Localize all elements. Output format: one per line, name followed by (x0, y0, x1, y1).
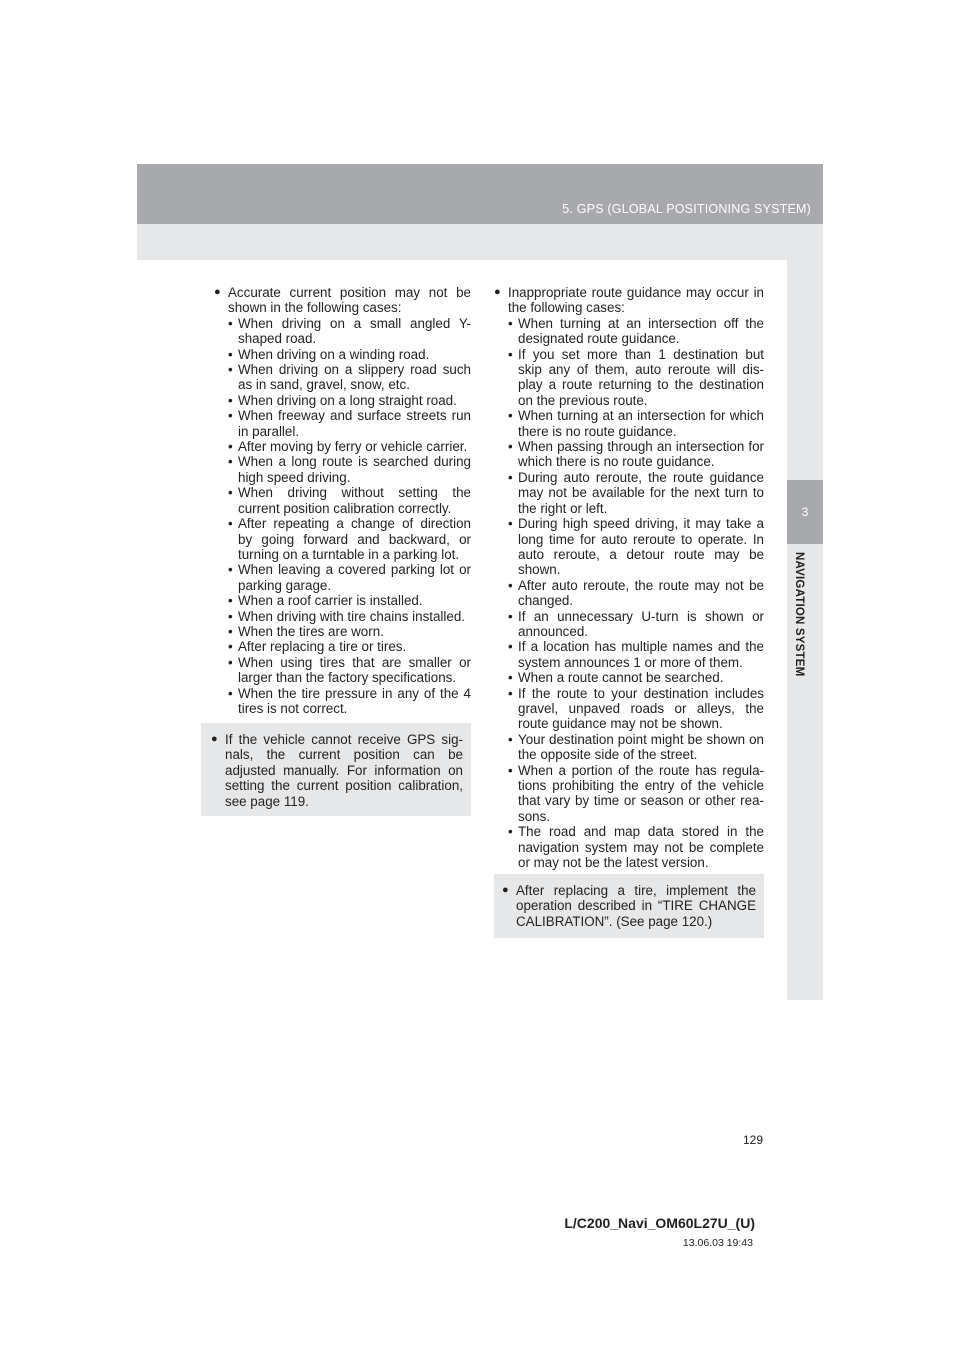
bullet-dot-icon: • (228, 516, 233, 532)
bullet-dot-icon: • (228, 485, 233, 501)
list-item-text: When a roof carrier is installed. (238, 593, 423, 609)
bullet-dot-icon: • (508, 577, 513, 593)
bullet-dot-icon: • (508, 439, 513, 455)
header-subband (137, 224, 823, 260)
list-item (214, 562, 471, 593)
left-column (214, 285, 471, 716)
list-item-text: When a portion of the route has regula-tions prohibiting the entry of the vehicle that vary by time or season or other rea-sons. (518, 762, 764, 824)
bullet-dot-icon: • (508, 639, 513, 655)
bullet-dot-icon: • (228, 562, 233, 578)
list-item-text: After repeating a change of direction by going forward and backward, or turning on a turntable in a parking lot. (238, 516, 471, 562)
list-item-text: The road and map data stored in the navigation system may not be complete or may not be the latest version. (518, 824, 764, 871)
list-item (494, 763, 764, 825)
list-item-text: When driving on a winding road. (238, 346, 430, 362)
list-item (214, 639, 471, 654)
bullet-circle-icon: ● (214, 286, 221, 298)
bullet-dot-icon: • (228, 654, 233, 670)
list-item-text: When driving on a slippery road such as in sand, gravel, snow, etc. (238, 362, 471, 393)
bullet-dot-icon: • (508, 346, 513, 362)
list-item (214, 624, 471, 639)
bullet-dot-icon: • (228, 623, 233, 639)
bullet-dot-icon: • (228, 392, 233, 408)
note-box-gps (201, 723, 471, 816)
list-item (214, 609, 471, 624)
list-item (494, 670, 764, 685)
bullet-dot-icon: • (228, 593, 233, 609)
list-item-text: When using tires that are smaller or larger than the factory specifications. (238, 654, 471, 686)
list-item-text: When passing through an intersection for which there is no route guidance. (518, 439, 764, 470)
bullet-circle-icon: ● (502, 884, 509, 896)
bullet-dot-icon: • (508, 516, 513, 532)
list-item-text: After moving by ferry or vehicle carrier. (238, 439, 468, 455)
right-item-list (494, 316, 764, 871)
list-item (214, 439, 471, 454)
list-item-text: When a long route is searched during high speed driving. (238, 454, 471, 485)
list-item (214, 686, 471, 717)
document-timestamp: 13.06.03 19:43 (682, 1237, 753, 1249)
right-column (494, 285, 764, 870)
page-number: 129 (742, 1133, 763, 1147)
list-item-text: When turning at an intersection off the designated route guidance. (518, 315, 764, 347)
bullet-dot-icon: • (508, 469, 513, 485)
note-text: After replacing a tire, implement the operation described in “TIRE CHANGE CALIBRATION”. (See page 120.) (516, 883, 756, 929)
list-item-text: If an unnecessary U-turn is shown or announced. (518, 608, 764, 639)
list-item (494, 578, 764, 609)
bullet-dot-icon: • (228, 346, 233, 362)
list-item-text: When the tire pressure in any of the 4 tires is not correct. (238, 685, 471, 716)
list-item-text: When driving with tire chains installed. (238, 608, 466, 624)
list-item (214, 516, 471, 562)
bullet-dot-icon: • (508, 670, 513, 686)
right-intro (494, 285, 764, 316)
list-item-text: During auto reroute, the route guidance may not be available for the next turn to the right or left. (518, 469, 764, 516)
document-code: L/C200_Navi_OM60L27U_(U) (564, 1215, 755, 1231)
list-item (494, 439, 764, 470)
bullet-dot-icon: • (228, 608, 233, 624)
bullet-dot-icon: • (228, 639, 233, 655)
bullet-dot-icon: • (508, 608, 513, 624)
list-item-text: If you set more than 1 destination but skip any of them, auto reroute will dis-play a route returning to the destination on the previous route. (518, 346, 764, 408)
list-item-text: When turning at an intersection for which there is no route guidance. (518, 408, 764, 439)
list-item (494, 347, 764, 409)
list-item-text: When driving without setting the current position calibration correctly. (238, 485, 471, 516)
list-item-text: If a location has multiple names and the system announces 1 or more of them. (518, 639, 764, 670)
list-item (494, 316, 764, 347)
bullet-dot-icon: • (508, 315, 513, 331)
list-item (214, 347, 471, 362)
chapter-label: NAVIGATION SYSTEM (793, 552, 805, 677)
list-item-text: When driving on a long straight road. (238, 392, 457, 408)
bullet-dot-icon: • (228, 315, 233, 331)
right-intro-text: Inappropriate route guidance may occur in the following cases: (508, 285, 764, 316)
list-item (494, 686, 764, 732)
note-box-tire (494, 874, 764, 938)
list-item-text: When a route cannot be searched. (518, 670, 724, 686)
list-item (214, 408, 471, 439)
list-item (494, 824, 764, 870)
left-item-list (214, 316, 471, 717)
bullet-dot-icon: • (508, 824, 513, 840)
chapter-number: 3 (801, 505, 809, 519)
list-item (214, 454, 471, 485)
left-intro-text: Accurate current position may not be shown in the following cases: (228, 285, 471, 316)
list-item (214, 362, 471, 393)
list-item (214, 593, 471, 608)
list-item (494, 516, 764, 578)
list-item (494, 470, 764, 516)
section-title: 5. GPS (GLOBAL POSITIONING SYSTEM) (562, 202, 811, 216)
bullet-dot-icon: • (228, 362, 233, 378)
bullet-dot-icon: • (228, 439, 233, 455)
bullet-dot-icon: • (508, 685, 513, 701)
list-item (214, 393, 471, 408)
list-item (214, 485, 471, 516)
list-item (494, 609, 764, 640)
list-item-text: When freeway and surface streets run in parallel. (238, 408, 471, 439)
list-item (214, 655, 471, 686)
bullet-dot-icon: • (228, 454, 233, 470)
chapter-tab (787, 480, 823, 544)
list-item-text: During high speed driving, it may take a long time for auto reroute to operate. In auto reroute, a detour route may be shown. (518, 516, 764, 578)
list-item-text: After replacing a tire or tires. (238, 639, 407, 655)
list-item-text: When leaving a covered parking lot or parking garage. (238, 562, 471, 593)
list-item-text: After auto reroute, the route may not be changed. (518, 577, 764, 609)
bullet-dot-icon: • (228, 408, 233, 424)
note-text: If the vehicle cannot receive GPS sig-nals, the current position can be adjusted manually. For information on setting the current position calibration, see page 119. (225, 732, 463, 809)
bullet-circle-icon: ● (211, 733, 218, 745)
list-item-text: When driving on a small angled Y-shaped road. (238, 315, 471, 347)
list-item (494, 408, 764, 439)
list-item (214, 316, 471, 347)
bullet-dot-icon: • (508, 762, 513, 778)
list-item (494, 639, 764, 670)
bullet-circle-icon: ● (494, 286, 501, 298)
bullet-dot-icon: • (508, 408, 513, 424)
list-item-text: If the route to your destination includes gravel, unpaved roads or alleys, the route guidance may not be shown. (518, 685, 764, 732)
list-item-text: When the tires are worn. (238, 623, 384, 639)
left-intro (214, 285, 471, 316)
bullet-dot-icon: • (228, 685, 233, 701)
list-item-text: Your destination point might be shown on the opposite side of the street. (518, 731, 764, 763)
list-item (494, 732, 764, 763)
bullet-dot-icon: • (508, 731, 513, 747)
